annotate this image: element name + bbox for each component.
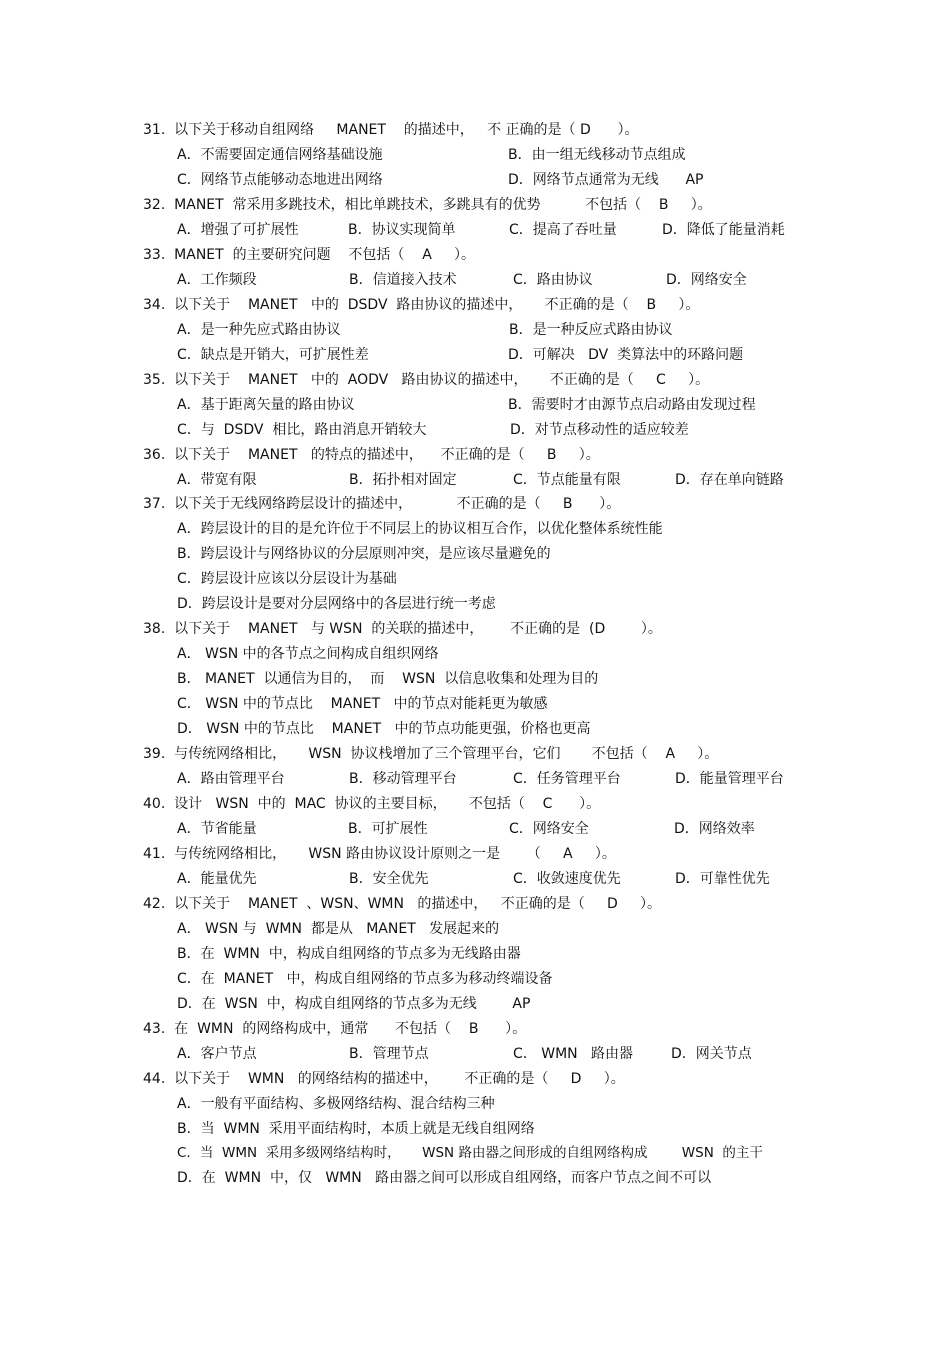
question-36-stem: 36. 以下关于 MANET 的特点的描述中， 不正确的是（ B ）。 (143, 447, 600, 463)
question-31-option-d: D．网络节点通常为无线 AP (508, 172, 704, 188)
question-37-option-a: A．跨层设计的目的是允许位于不同层上的协议相互合作，以优化整体系统性能 (177, 521, 663, 537)
question-33-option-a: A．工作频段 (177, 272, 257, 288)
question-33-option-d: D．网络安全 (666, 272, 747, 288)
question-41-stem: 41. 与传统网络相比， WSN 路由协议设计原则之一是 （ A ）。 (143, 846, 616, 862)
question-31-option-a: A．不需要固定通信网络基础设施 (177, 147, 383, 163)
question-41-option-a: A．能量优先 (177, 871, 257, 887)
question-41-option-d: D．可靠性优先 (675, 871, 770, 887)
question-38-option-a: A． WSN 中的各节点之间构成自组织网络 (177, 646, 439, 662)
question-33-stem: 33. MANET 的主要研究问题 不包括（ A ）。 (143, 247, 476, 263)
question-42-option-c: C．在 MANET 中，构成自组网络的节点多为移动终端设备 (177, 971, 553, 987)
question-39-option-a: A．路由管理平台 (177, 771, 285, 787)
question-43-stem: 43. 在 WMN 的网络构成中，通常 不包括（ B ）。 (143, 1021, 527, 1037)
question-40-option-c: C．网络安全 (509, 821, 589, 837)
question-44-option-d: D．在 WMN 中，仅 WMN 路由器之间可以形成自组网络，而客户节点之间不可以 (177, 1170, 712, 1186)
question-38-option-b: B． MANET 以通信为目的， 而 WSN 以信息收集和处理为目的 (177, 671, 599, 687)
question-39-option-b: B．移动管理平台 (349, 771, 457, 787)
question-31-option-b: B．由一组无线移动节点组成 (508, 147, 686, 163)
question-33-option-c: C．路由协议 (513, 272, 593, 288)
question-36-option-c: C．节点能量有限 (513, 472, 621, 488)
question-41-option-b: B．安全优先 (349, 871, 429, 887)
question-40-stem: 40. 设计 WSN 中的 MAC 协议的主要目标， 不包括（ C ）。 (143, 796, 601, 812)
question-34-stem: 34. 以下关于 MANET 中的 DSDV 路由协议的描述中， 不正确的是（ B ）。 (143, 297, 700, 313)
question-35-option-b: B．需要时才由源节点启动路由发现过程 (508, 397, 756, 413)
question-43-option-d: D．网关节点 (671, 1046, 752, 1062)
question-36-option-a: A．带宽有限 (177, 472, 257, 488)
question-39-stem: 39. 与传统网络相比， WSN 协议栈增加了三个管理平台，它们 不包括（ A ）。 (143, 746, 719, 762)
question-39-option-d: D．能量管理平台 (675, 771, 784, 787)
question-38-option-d: D． WSN 中的节点比 MANET 中的节点功能更强，价格也更高 (177, 721, 591, 737)
question-32-option-c: C．提高了吞吐量 (509, 222, 617, 238)
question-43-option-b: B．管理节点 (349, 1046, 429, 1062)
question-35-option-a: A．基于距离矢量的路由协议 (177, 397, 355, 413)
question-40-option-d: D．网络效率 (674, 821, 755, 837)
question-32-stem: 32. MANET 常采用多跳技术，相比单跳技术，多跳具有的优势 不包括（ B ）。 (143, 197, 712, 213)
question-36-option-d: D．存在单向链路 (675, 472, 784, 488)
question-43-option-a: A．客户节点 (177, 1046, 257, 1062)
question-43-option-c: C． WMN 路由器 (513, 1046, 633, 1062)
question-42-option-b: B．在 WMN 中，构成自组网络的节点多为无线路由器 (177, 946, 521, 962)
question-37-option-b: B．跨层设计与网络协议的分层原则冲突，是应该尽量避免的 (177, 546, 551, 562)
question-37-option-d: D．跨层设计是要对分层网络中的各层进行统一考虑 (177, 596, 496, 612)
question-42-option-d: D．在 WSN 中，构成自组网络的节点多为无线 AP (177, 996, 531, 1012)
question-31-option-c: C．网络节点能够动态地进出网络 (177, 172, 383, 188)
question-41-option-c: C．收敛速度优先 (513, 871, 621, 887)
question-42-stem: 42. 以下关于 MANET 、WSN、WMN 的描述中， 不正确的是（ D ）。 (143, 896, 661, 912)
question-36-option-b: B．拓扑相对固定 (349, 472, 457, 488)
question-32-option-b: B．协议实现简单 (348, 222, 456, 238)
question-35-option-c: C．与 DSDV 相比，路由消息开销较大 (177, 422, 427, 438)
question-38-option-c: C． WSN 中的节点比 MANET 中的节点对能耗更为敏感 (177, 696, 548, 712)
question-42-option-a: A． WSN 与 WMN 都是从 MANET 发展起来的 (177, 921, 500, 937)
question-34-option-a: A．是一种先应式路由协议 (177, 322, 341, 338)
question-44-stem: 44. 以下关于 WMN 的网络结构的描述中， 不正确的是（ D ）。 (143, 1071, 625, 1087)
question-44-option-b: B．当 WMN 采用平面结构时，本质上就是无线自组网络 (177, 1121, 535, 1137)
question-34-option-c: C．缺点是开销大，可扩展性差 (177, 347, 369, 363)
question-37-option-c: C．跨层设计应该以分层设计为基础 (177, 571, 397, 587)
question-34-option-b: B．是一种反应式路由协议 (509, 322, 673, 338)
question-40-option-a: A．节省能量 (177, 821, 257, 837)
question-44-option-a: A．一般有平面结构、多极网络结构、混合结构三种 (177, 1096, 495, 1112)
question-44-option-c: C．当 WMN 采用多级网络结构时， WSN 路由器之间形成的自组网络构成 WSN 的主干 (177, 1145, 763, 1161)
question-32-option-a: A．增强了可扩展性 (177, 222, 299, 238)
question-40-option-b: B．可扩展性 (348, 821, 428, 837)
question-37-stem: 37. 以下关于无线网络跨层设计的描述中， 不正确的是（ B ）。 (143, 496, 621, 512)
question-35-stem: 35. 以下关于 MANET 中的 AODV 路由协议的描述中， 不正确的是（ C ）。 (143, 372, 710, 388)
question-38-stem: 38. 以下关于 MANET 与 WSN 的关联的描述中， 不正确的是 (D ）。 (143, 621, 662, 637)
question-34-option-d: D．可解决 DV 类算法中的环路问题 (508, 347, 744, 363)
question-39-option-c: C．任务管理平台 (513, 771, 621, 787)
question-35-option-d: D．对节点移动性的适应较差 (510, 422, 689, 438)
question-33-option-b: B．信道接入技术 (349, 272, 457, 288)
question-32-option-d: D．降低了能量消耗 (662, 222, 785, 238)
question-31-stem: 31. 以下关于移动自组网络 MANET 的描述中， 不 正确的是（ D ）。 (143, 122, 639, 138)
